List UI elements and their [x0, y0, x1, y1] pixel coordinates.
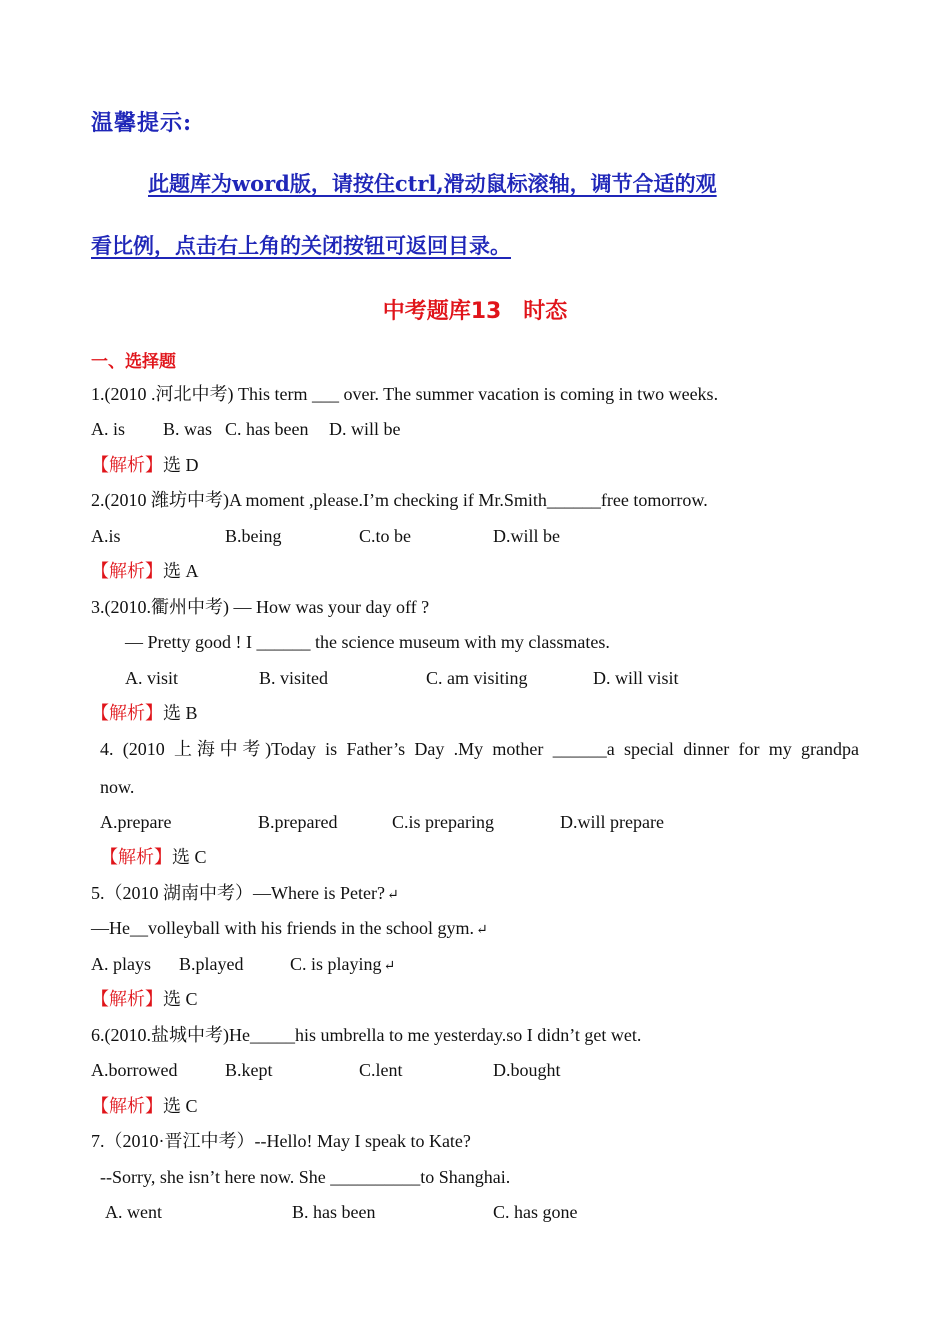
question-5-answer	[91, 988, 198, 1010]
answer-text: 选 C	[163, 989, 198, 1009]
analysis-bracket: 【解析】	[100, 847, 172, 867]
analysis-bracket: 【解析】	[91, 561, 163, 581]
question-1-stem: 1.(2010 .河北中考) This term ___ over. The summer vacation is coming in two weeks.	[91, 384, 719, 404]
option-c: C. is playing ↵	[290, 954, 396, 974]
tip-line-2: 看比例，点击右上角的关闭按钮可返回目录。	[91, 233, 511, 258]
question-5-stem-line	[91, 882, 399, 907]
option-c: C.lent	[359, 1060, 403, 1080]
question-3-answer	[91, 702, 198, 724]
option-d: D.will be	[493, 526, 560, 546]
question-4-stem: 4. (2010 上海中考)Today is Father’s Day .My mother ______a special dinner for my grandpa	[100, 739, 859, 759]
question-5-stem: 5.（2010 湖南中考）—Where is Peter?	[91, 883, 385, 903]
option-a: A. plays	[91, 954, 151, 974]
option-c: C. has gone	[493, 1202, 578, 1222]
line-break-mark-icon: ↵	[386, 888, 399, 903]
question-1-options	[91, 418, 591, 440]
option-b: B.being	[225, 526, 282, 546]
answer-text: 选 B	[163, 703, 198, 723]
option-a: A.is	[91, 526, 121, 546]
question-4-stem-2: now.	[100, 777, 135, 797]
line-break-mark-icon: ↵	[475, 923, 488, 938]
option-a: A. is	[91, 419, 126, 439]
option-c: C. am visiting	[426, 668, 528, 688]
question-2-options	[91, 525, 691, 547]
option-d: D. will visit	[593, 668, 679, 688]
question-7-stem: 7.（2010·晋江中考）--Hello! May I speak to Kate?	[91, 1131, 471, 1151]
option-a: A.borrowed	[91, 1060, 178, 1080]
option-b: B. has been	[292, 1202, 376, 1222]
question-3-options	[125, 667, 825, 689]
analysis-bracket: 【解析】	[91, 989, 163, 1009]
question-7-options	[105, 1201, 705, 1223]
answer-text: 选 C	[172, 847, 207, 867]
question-6-options	[91, 1059, 691, 1081]
option-b: B.kept	[225, 1060, 273, 1080]
question-5-stem-2-line	[91, 917, 488, 942]
question-5-options	[91, 953, 491, 975]
question-1-answer	[91, 454, 199, 476]
question-7-stem-2: --Sorry, she isn’t here now. She __________to Shanghai.	[100, 1167, 511, 1187]
question-4-answer	[100, 846, 207, 868]
question-2-answer	[91, 560, 199, 582]
section-title: 一、选择题	[91, 352, 176, 372]
question-3-stem-2: — Pretty good ! I ______ the science museum with my classmates.	[125, 632, 610, 652]
question-5-stem-2: —He__volleyball with his friends in the school gym.	[91, 918, 474, 938]
option-d: D.bought	[493, 1060, 561, 1080]
answer-text: 选 A	[163, 561, 199, 581]
answer-text: 选 C	[163, 1096, 198, 1116]
question-4-options	[100, 811, 800, 833]
option-a: A.prepare	[100, 812, 172, 832]
option-a: A. went	[105, 1202, 162, 1222]
option-d: D.will prepare	[560, 812, 664, 832]
question-6-stem: 6.(2010.盐城中考)He_____his umbrella to me yesterday.so I didn’t get wet.	[91, 1025, 642, 1045]
tip-line-1: 此题库为word版，请按住ctrl,滑动鼠标滚轴，调节合适的观	[148, 171, 717, 196]
option-b: B.played	[179, 954, 244, 974]
option-c: C.is preparing	[392, 812, 494, 832]
option-a: A. visit	[125, 668, 179, 688]
option-c: C. has been	[225, 419, 309, 439]
option-c: C.to be	[359, 526, 411, 546]
option-d: D. will be	[329, 419, 401, 439]
analysis-bracket: 【解析】	[91, 1096, 163, 1116]
analysis-bracket: 【解析】	[91, 703, 163, 723]
question-2-stem: 2.(2010 潍坊中考)A moment ,please.I’m checking if Mr.Smith______free tomorrow.	[91, 490, 708, 510]
option-b: B. was	[163, 419, 212, 439]
option-b: B. visited	[259, 668, 329, 688]
document-title: 中考题库13 时态	[382, 299, 568, 324]
tip-title: 温馨提示:	[91, 110, 193, 136]
answer-text: 选 D	[163, 455, 199, 475]
question-6-answer	[91, 1095, 198, 1117]
line-break-mark-icon: ↵	[383, 959, 396, 974]
question-3-stem: 3.(2010.衢州中考) — How was your day off ?	[91, 597, 430, 617]
analysis-bracket: 【解析】	[91, 455, 163, 475]
option-b: B.prepared	[258, 812, 338, 832]
